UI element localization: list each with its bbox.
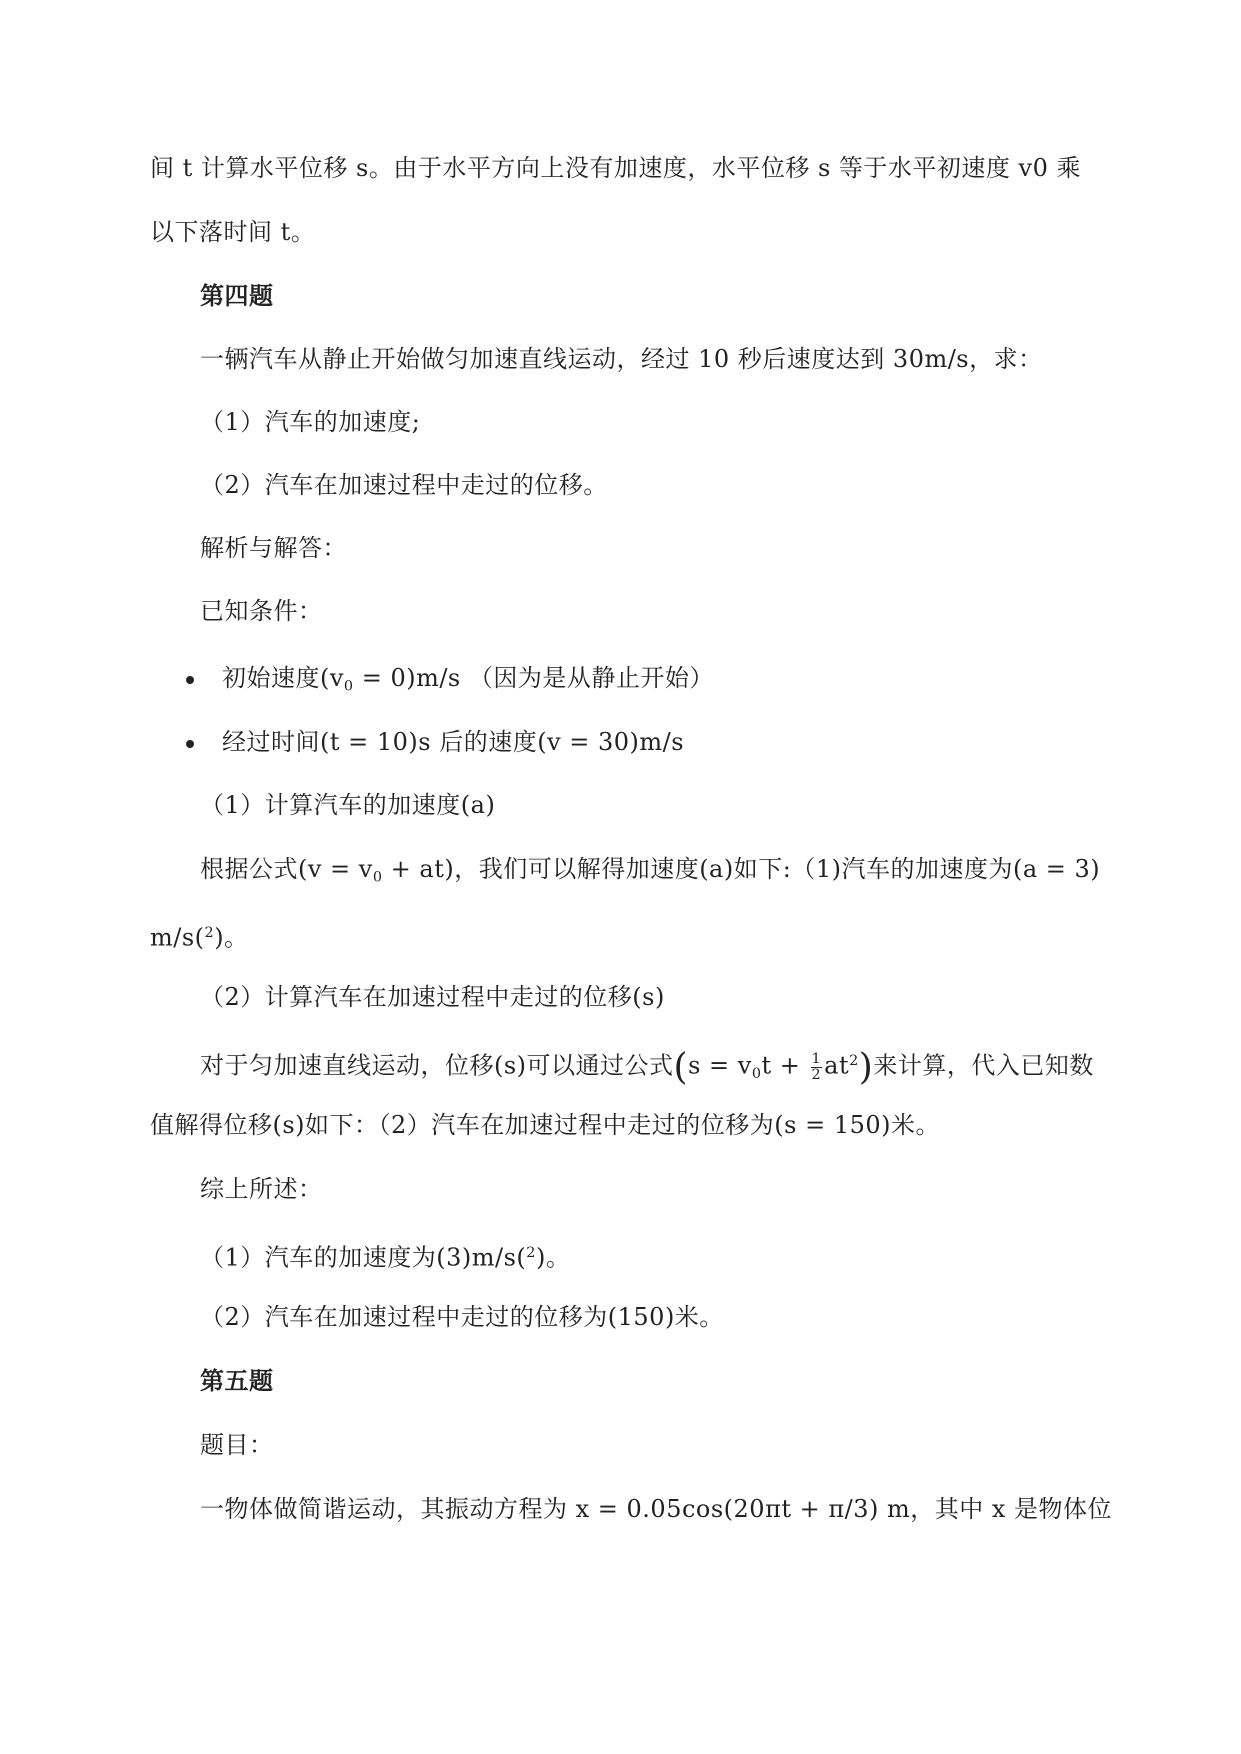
known-label: 已知条件： [200, 597, 323, 625]
paragraph-line: 值解得位移(s)如下：（2）汽车在加速过程中走过的位移为(s = 150)米。 [150, 1111, 941, 1139]
section-heading: 第四题 [200, 281, 274, 310]
question-label: 题目： [200, 1431, 274, 1459]
paragraph-line: 对于匀加速直线运动，位移(s)可以通过公式($s = v_0t$ + $\frac{1}{2}$ $at^2$)来计算，代入已知数 [200, 1047, 1094, 1089]
sub-question: （2）汽车在加速过程中走过的位移。 [200, 471, 608, 499]
paragraph-line: m/s($^2$)。 [150, 923, 249, 952]
summary-item: （2）汽车在加速过程中走过的位移为(150)米。 [200, 1303, 724, 1331]
paragraph-line: 根据公式$(v = v_0 + at)$，我们可以解得加速度(a)如下:（1)汽车的加速度为(a = 3) [200, 855, 1101, 886]
bullet-icon [186, 676, 194, 684]
summary-label: 综上所述： [200, 1175, 323, 1203]
sub-question: （1）汽车的加速度; [200, 408, 421, 436]
section-heading: 第五题 [200, 1366, 274, 1395]
text-line: 以下落时间 t。 [150, 218, 316, 246]
text-line: 间 t 计算水平位移 s。由于水平方向上没有加速度，水平位移 s 等于水平初速度 v0 乘 [150, 154, 1082, 182]
step-heading: （1）计算汽车的加速度(a) [200, 791, 496, 819]
question-stem: 一物体做简谐运动，其振动方程为 x = 0.05cos(20πt + π/3) m，其中 x 是物体位 [200, 1495, 1113, 1523]
step-heading: （2）计算汽车在加速过程中走过的位移(s) [200, 983, 665, 1011]
list-item: 初始速度$(v_0 = 0)m/s$ （因为是从静止开始） [222, 664, 714, 695]
question-stem: 一辆汽车从静止开始做匀加速直线运动，经过 10 秒后速度达到 30m/s，求： [200, 345, 1043, 373]
list-item: 经过时间(t = 10)s 后的速度(v = 30)m/s [222, 728, 685, 756]
fraction: $\frac{1}{2}$ [811, 1051, 822, 1083]
summary-item: （1）汽车的加速度为(3)m/s($^2$)。 [200, 1243, 571, 1272]
analysis-label: 解析与解答： [200, 534, 347, 562]
bullet-icon [186, 740, 194, 748]
